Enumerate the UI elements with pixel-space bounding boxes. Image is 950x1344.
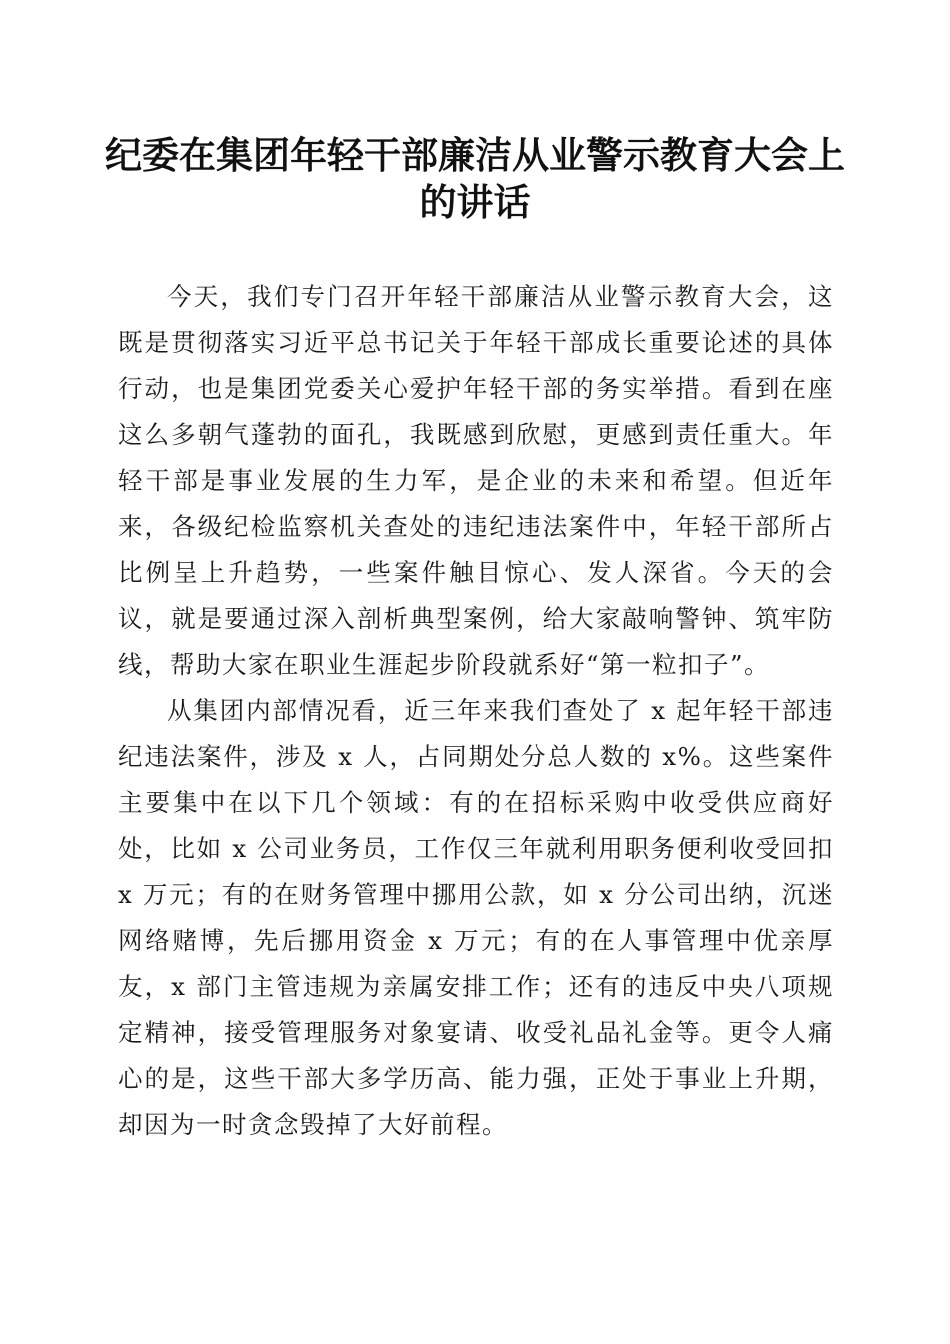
paragraph-2: 从集团内部情况看，近三年来我们查处了 x 起年轻干部违纪违法案件，涉及 x 人，占同期处分总人数的 x%。这些案件主要集中在以下几个领域：有的在招标采购中收受供应商好处，比如 x 公司业务员，工作仅三年就利用职务便利收受回扣 x 万元；有的在财务管理中挪用公款，如 x 分公司出纳，沉迷网络赌博，先后挪用资金 x 万元；有的在人事管理中优亲厚友，x 部门主管违规为亲属安排工作；还有的违反中央八项规定精神，接受管理服务对象宴请、收受礼品礼金等。更令人痛心的是，这些干部大多学历高、能力强，正处于事业上升期，却因为一时贪念毁掉了大好前程。	[118, 696, 834, 1139]
document-body	[118, 274, 834, 1148]
document-title: 纪委在集团年轻干部廉洁从业警示教育大会上的讲话	[105, 133, 845, 224]
paragraph-1: 今天，我们专门召开年轻干部廉洁从业警示教育大会，这既是贯彻落实习近平总书记关于年轻干部成长重要论述的具体行动，也是集团党委关心爱护年轻干部的务实举措。看到在座这么多朝气蓬勃的面孔，我既感到欣慰，更感到责任重大。年轻干部是事业发展的生力军，是企业的未来和希望。但近年来，各级纪检监察机关查处的违纪违法案件中，年轻干部所占比例呈上升趋势，一些案件触目惊心、发人深省。今天的会议，就是要通过深入剖析典型案例，给大家敲响警钟、筑牢防线，帮助大家在职业生涯起步阶段就系好“第一粒扣子”。	[118, 282, 834, 679]
